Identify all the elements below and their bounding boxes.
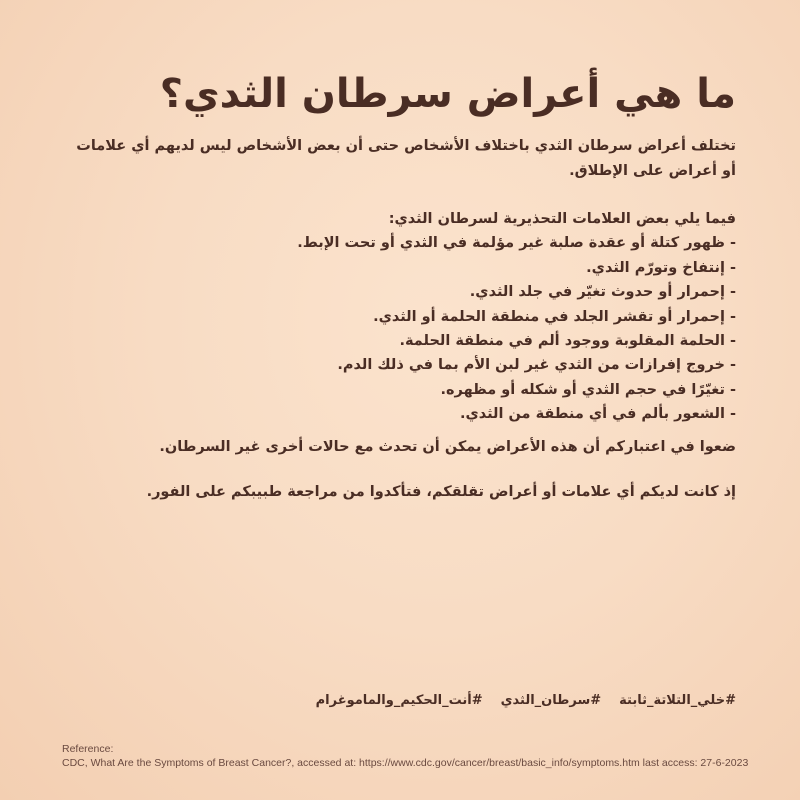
list-item: - إنتفاخ وتورّم الثدي. xyxy=(586,259,736,276)
reference-block xyxy=(62,742,762,770)
list-item: - ظهور كتلة أو عقدة صلبة غير مؤلمة في الثدي أو تحت الإبط. xyxy=(297,235,736,252)
list-item: - إحمرار أو تقشر الجلد في منطقة الحلمة أو الثدي. xyxy=(373,308,736,325)
page-title: ما هي أعراض سرطان الثدي؟ xyxy=(159,71,736,117)
hashtags-row xyxy=(58,690,736,712)
hashtag[interactable]: #أنت_الحكيم_والماموغرام xyxy=(315,693,483,708)
symptoms-heading: فيما يلي بعض العلامات التحذيرية لسرطان الثدي: xyxy=(388,211,736,227)
hashtag[interactable]: #خلي_التلاتة_ثابتة xyxy=(619,693,736,708)
list-item: - الحلمة المقلوبة ووجود ألم في منطقة الحلمة. xyxy=(399,333,736,350)
advice-paragraph: إذ كانت لديكم أي علامات أو أعراض تقلقكم، فتأكدوا من مراجعة طبيبكم على الفور. xyxy=(146,484,736,500)
reference-text: CDC, What Are the Symptoms of Breast Cancer?, accessed at: https://www.cdc.gov/cancer/breast/basic_info/symptoms.htm last access: 27-6-2023 xyxy=(62,757,749,769)
intro-paragraph: تختلف أعراض سرطان الثدي باختلاف الأشخاص حتى أن بعض الأشخاص ليس لديهم أي علامات أو أعراض على الإطلاق. xyxy=(76,138,736,179)
symptoms-section xyxy=(58,207,736,427)
list-item: - خروج إفرازات من الثدي غير لبن الأم بما في ذلك الدم. xyxy=(337,357,736,374)
reference-label: Reference: xyxy=(62,743,114,755)
list-item: - الشعور بألم في أي منطقة من الثدي. xyxy=(459,406,736,423)
note-paragraph: ضعوا في اعتباركم أن هذه الأعراض يمكن أن تحدث مع حالات أخرى غير السرطان. xyxy=(159,439,736,455)
list-item: - تغيّرًا في حجم الثدي أو شكله أو مظهره. xyxy=(440,381,736,398)
hashtag[interactable]: #سرطان_الثدي xyxy=(500,693,602,708)
list-item: - إحمرار أو حدوث تغيّر في جلد الثدي. xyxy=(469,284,736,301)
